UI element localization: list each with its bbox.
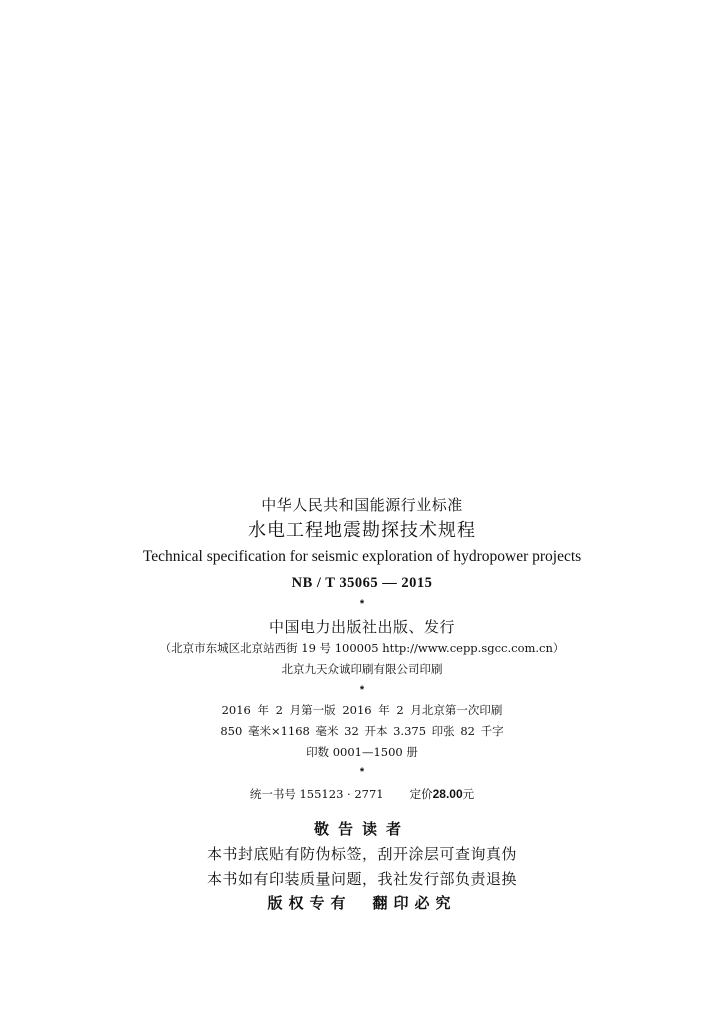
printer: 北京九天众诚印刷有限公司印刷 xyxy=(281,662,443,676)
standard-series: 中华人民共和国能源行业标准 xyxy=(261,496,463,514)
isbn-price-line xyxy=(0,788,724,801)
copyright-notice: 版权专有 翻印必究 xyxy=(267,894,457,912)
separator-star: * xyxy=(359,684,365,696)
separator-star: * xyxy=(359,766,365,778)
notice-line-returns: 本书如有印装质量问题，我社发行部负责退换 xyxy=(206,870,517,888)
isbn: 统一书号 155123 · 2771 xyxy=(249,787,384,801)
separator-star: * xyxy=(359,598,365,610)
format-info: 850 毫米×1168 毫米 32 开本 3.375 印张 82 千字 xyxy=(220,724,504,738)
title-chinese: 水电工程地震勘探技术规程 xyxy=(248,520,476,541)
notice-title: 敬告读者 xyxy=(313,820,410,838)
print-run: 印数 0001—1500 册 xyxy=(306,745,418,759)
publisher-address: （北京市东城区北京站西街 19 号 100005 http://www.cepp.sgcc.com.cn） xyxy=(159,641,565,655)
price-value: 28.00 xyxy=(432,787,463,801)
publisher: 中国电力出版社出版、发行 xyxy=(268,618,455,636)
price-label: 定价 xyxy=(409,787,433,801)
standard-code: NB / T 35065 — 2015 xyxy=(291,575,433,591)
edition-info: 2016 年 2 月第一版 2016 年 2 月北京第一次印刷 xyxy=(221,703,503,717)
title-english: Technical specification for seismic exploration of hydropower projects xyxy=(142,548,582,565)
price-unit: 元 xyxy=(462,787,475,801)
notice-line-anticounterfeit: 本书封底贴有防伪标签，刮开涂层可查询真伪 xyxy=(206,845,517,863)
